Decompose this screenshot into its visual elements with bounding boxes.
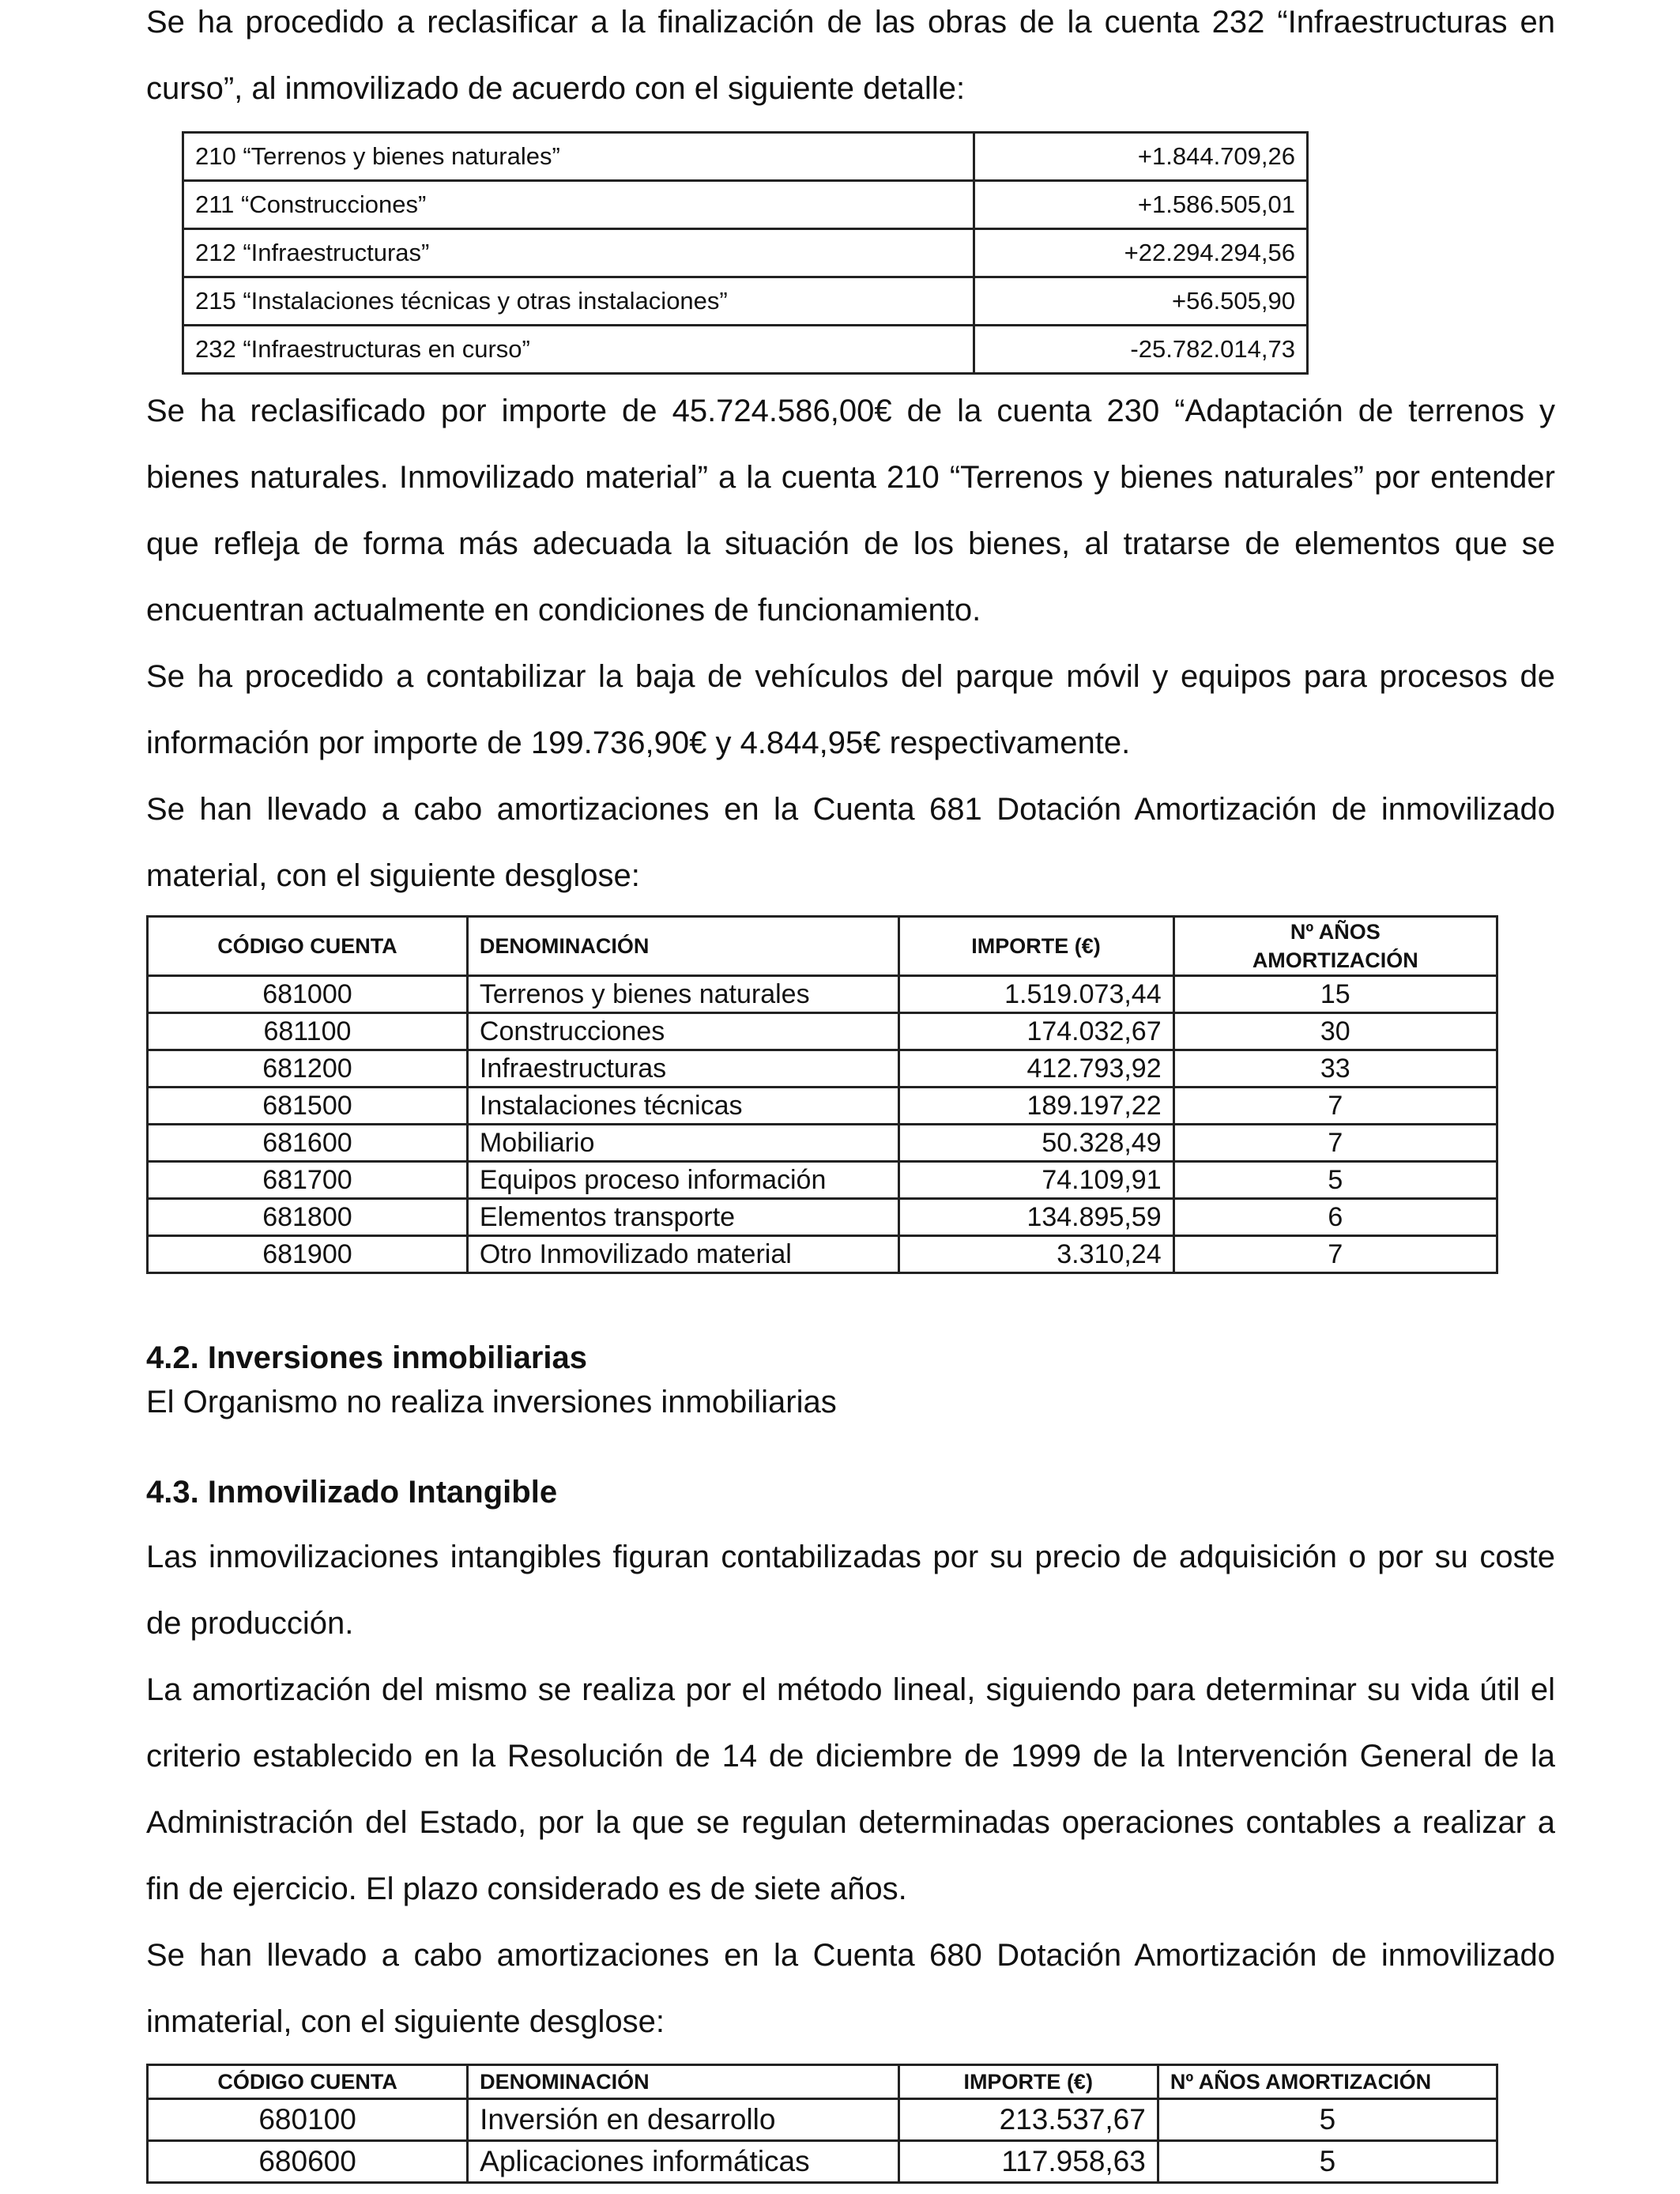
amount-cell: 1.519.073,44 (898, 976, 1173, 1013)
amount-cell: +56.505,90 (974, 277, 1307, 326)
amount-cell: +1.586.505,01 (974, 181, 1307, 229)
amount-cell: 174.032,67 (898, 1013, 1173, 1050)
amount-cell: 3.310,24 (898, 1236, 1173, 1273)
name-cell: Construcciones (467, 1013, 898, 1050)
section-heading-4-3: 4.3. Inmovilizado Intangible (146, 1475, 558, 1510)
table-row (183, 326, 1308, 374)
amortization-680-table (146, 2064, 1498, 2184)
table-row (148, 1088, 1497, 1125)
name-cell: Instalaciones técnicas (467, 1088, 898, 1125)
table-row (148, 2099, 1497, 2141)
code-cell: 681900 (148, 1236, 468, 1273)
table-row (148, 1236, 1497, 1273)
header-years-line2: AMORTIZACIÓN (1252, 948, 1418, 972)
paragraph-account-681-intro: Se han llevado a cabo amortizaciones en la Cuenta 681 Dotación Amortización de inmovilizado material, con el siguiente desglose: (146, 792, 1555, 893)
header-years (1173, 917, 1497, 976)
paragraph-reclassification-230: Se ha reclasificado por importe de 45.724.586,00€ de la cuenta 230 “Adaptación de terrenos y bienes naturales. Inmovilizado material” a la cuenta 210 “Terrenos y bienes naturales” por entender que refleja de forma más adecuada la situación de los bienes, al tratarse de elementos que se encuentran actualmente en condiciones de funcionamiento. (146, 394, 1555, 628)
years-cell: 5 (1158, 2099, 1497, 2141)
name-cell: Inversión en desarrollo (468, 2099, 898, 2141)
paragraph-no-real-estate: El Organismo no realiza inversiones inmobiliarias (146, 1385, 837, 1419)
name-cell: Terrenos y bienes naturales (467, 976, 898, 1013)
reclassification-table (182, 131, 1309, 375)
code-cell: 680100 (148, 2099, 468, 2141)
paragraph-amortization-method: La amortización del mismo se realiza por el método lineal, siguiendo para determinar su vida útil el criterio establecido en la Resolución de 14 de diciembre de 1999 de la Intervención General de la Administración del Estado, por la que se regulan determinadas operaciones contables a realizar a fin de ejercicio. El plazo considerado es de siete años. (146, 1672, 1555, 1906)
amount-cell: 412.793,92 (898, 1050, 1173, 1088)
table-row (183, 133, 1308, 181)
amount-cell: -25.782.014,73 (974, 326, 1307, 374)
amount-cell: +1.844.709,26 (974, 133, 1307, 181)
account-cell: 212 “Infraestructuras” (183, 229, 974, 277)
account-cell: 211 “Construcciones” (183, 181, 974, 229)
name-cell: Otro Inmovilizado material (467, 1236, 898, 1273)
code-cell: 681000 (148, 976, 468, 1013)
code-cell: 681600 (148, 1125, 468, 1162)
name-cell: Elementos transporte (467, 1199, 898, 1236)
account-cell: 215 “Instalaciones técnicas y otras instalaciones” (183, 277, 974, 326)
table-row (148, 1199, 1497, 1236)
years-cell: 5 (1158, 2141, 1497, 2183)
code-cell: 681700 (148, 1162, 468, 1199)
code-cell: 680600 (148, 2141, 468, 2183)
table-row (148, 1125, 1497, 1162)
years-cell: 7 (1173, 1236, 1497, 1273)
header-amount: IMPORTE (€) (898, 917, 1173, 976)
account-cell: 210 “Terrenos y bienes naturales” (183, 133, 974, 181)
years-cell: 7 (1173, 1125, 1497, 1162)
amount-cell: +22.294.294,56 (974, 229, 1307, 277)
table-row (183, 229, 1308, 277)
table-header-row (148, 2065, 1497, 2099)
header-amount: IMPORTE (€) (898, 2065, 1158, 2099)
amount-cell: 134.895,59 (898, 1199, 1173, 1236)
paragraph-reclassification-intro: Se ha procedido a reclasificar a la finalización de las obras de la cuenta 232 “Infraestructuras en curso”, al inmovilizado de acuerdo con el siguiente detalle: (146, 5, 1555, 106)
amount-cell: 117.958,63 (898, 2141, 1158, 2183)
years-cell: 6 (1173, 1199, 1497, 1236)
header-name: DENOMINACIÓN (468, 2065, 898, 2099)
table-row (148, 1162, 1497, 1199)
amortization-681-table (146, 915, 1498, 1274)
code-cell: 681200 (148, 1050, 468, 1088)
name-cell: Equipos proceso información (467, 1162, 898, 1199)
header-name: DENOMINACIÓN (467, 917, 898, 976)
amount-cell: 74.109,91 (898, 1162, 1173, 1199)
account-cell: 232 “Infraestructuras en curso” (183, 326, 974, 374)
code-cell: 681500 (148, 1088, 468, 1125)
table-header-row (148, 917, 1497, 976)
header-code: CÓDIGO CUENTA (148, 917, 468, 976)
name-cell: Infraestructuras (467, 1050, 898, 1088)
header-code: CÓDIGO CUENTA (148, 2065, 468, 2099)
years-cell: 30 (1173, 1013, 1497, 1050)
paragraph-account-680-intro: Se han llevado a cabo amortizaciones en la Cuenta 680 Dotación Amortización de inmovilizado inmaterial, con el siguiente desglose: (146, 1938, 1555, 2039)
amount-cell: 50.328,49 (898, 1125, 1173, 1162)
section-heading-4-2: 4.2. Inversiones inmobiliarias (146, 1340, 588, 1375)
code-cell: 681100 (148, 1013, 468, 1050)
paragraph-intangible-valuation: Las inmovilizaciones intangibles figuran contabilizadas por su precio de adquisición o por su coste de producción. (146, 1540, 1555, 1641)
header-years-line1: Nº AÑOS (1290, 920, 1381, 944)
name-cell: Mobiliario (467, 1125, 898, 1162)
table-row (148, 1050, 1497, 1088)
table-row (183, 277, 1308, 326)
table-row (183, 181, 1308, 229)
name-cell: Aplicaciones informáticas (468, 2141, 898, 2183)
years-cell: 7 (1173, 1088, 1497, 1125)
table-row (148, 1013, 1497, 1050)
code-cell: 681800 (148, 1199, 468, 1236)
years-cell: 5 (1173, 1162, 1497, 1199)
table-row (148, 976, 1497, 1013)
amount-cell: 213.537,67 (898, 2099, 1158, 2141)
paragraph-vehicle-write-off: Se ha procedido a contabilizar la baja de vehículos del parque móvil y equipos para procesos de información por importe de 199.736,90€ y 4.844,95€ respectivamente. (146, 659, 1555, 760)
years-cell: 15 (1173, 976, 1497, 1013)
amount-cell: 189.197,22 (898, 1088, 1173, 1125)
years-cell: 33 (1173, 1050, 1497, 1088)
header-years: Nº AÑOS AMORTIZACIÓN (1158, 2065, 1497, 2099)
table-row (148, 2141, 1497, 2183)
